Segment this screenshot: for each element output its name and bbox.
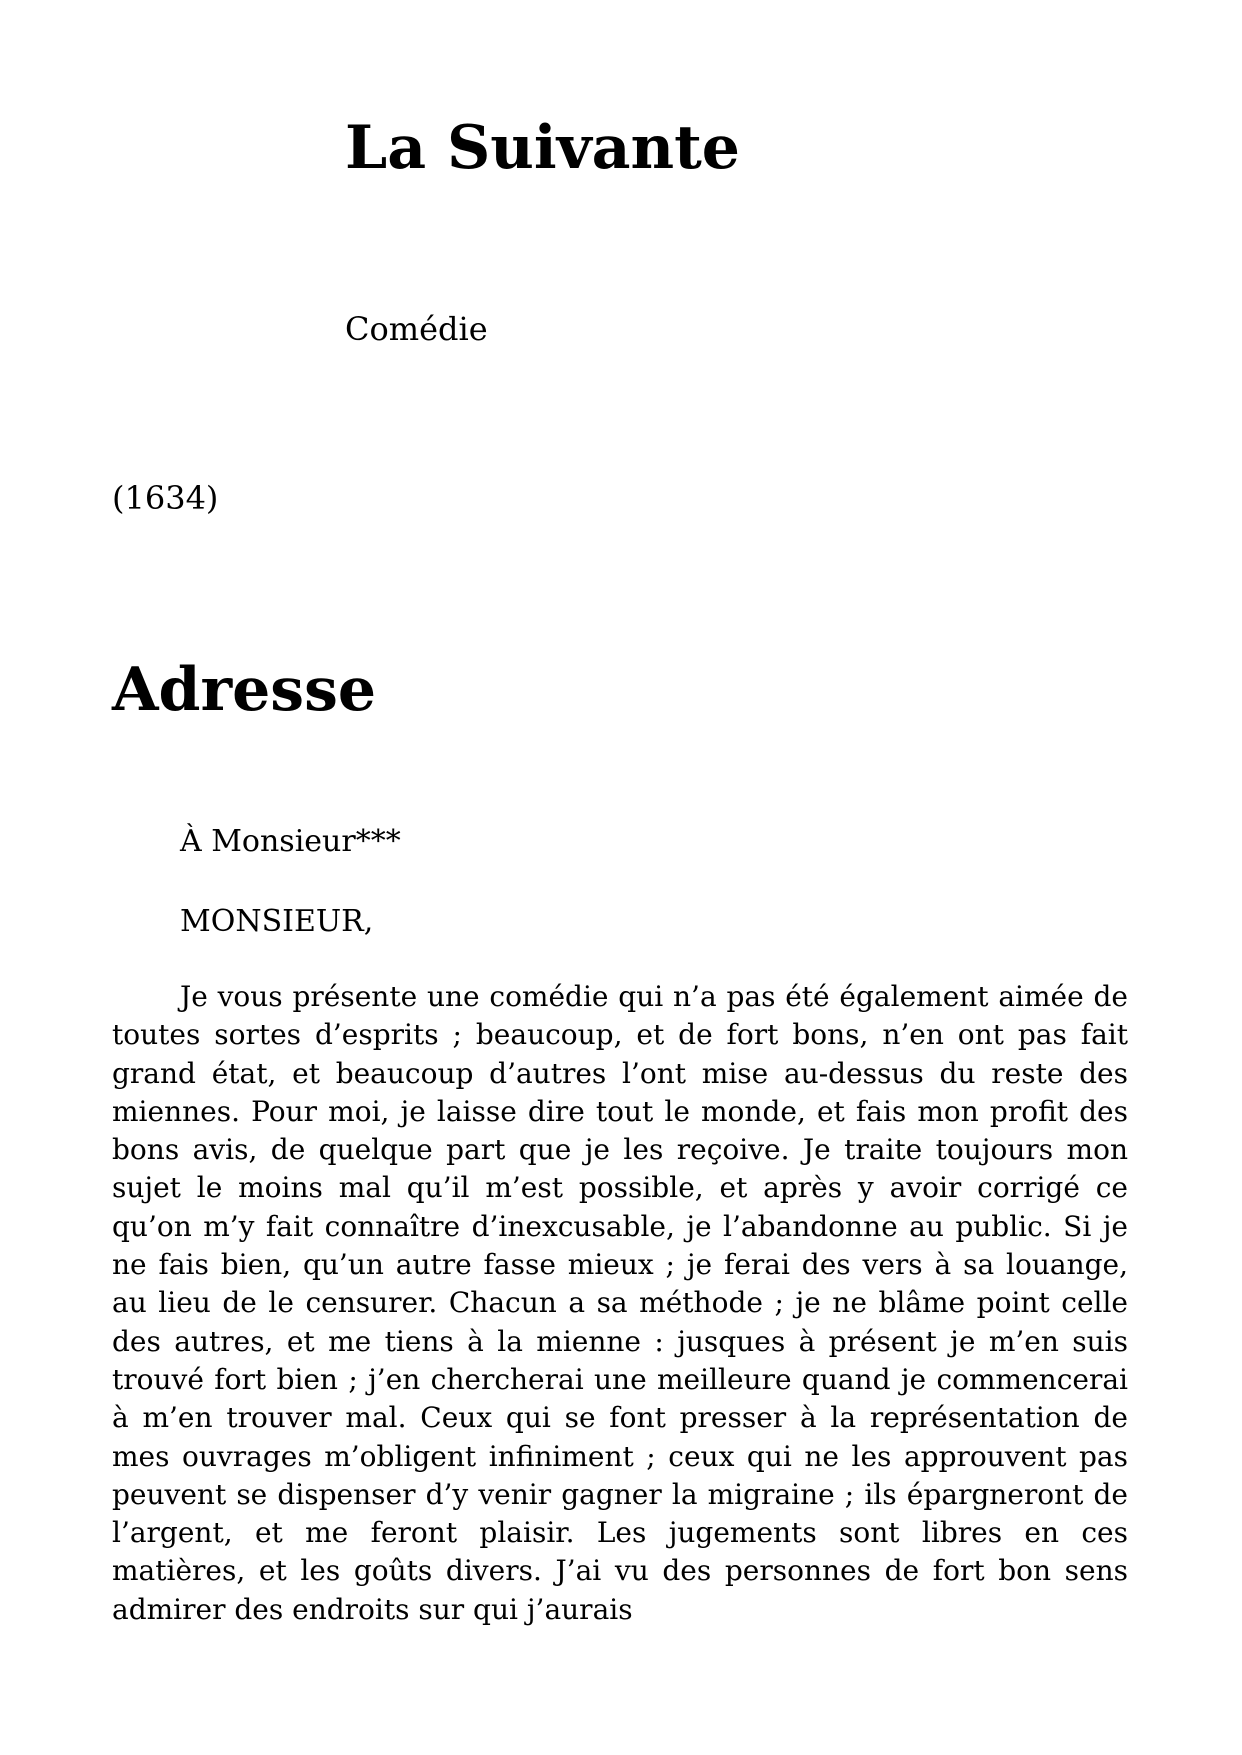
document-title: La Suivante: [345, 113, 740, 183]
letter-body-paragraph: Je vous présente une comédie qui n’a pas été également aimée de toutes sortes d’esprits ; beaucoup, et de fort bons, n’en ont pas fait grand état, et beaucoup d’autres l’ont mise au-dessus du reste des miennes. Pour moi, je laisse dire tout le monde, et fais mon profit des bons avis, de quelque part que je les reçoive. Je traite toujours mon sujet le moins mal qu’il m’est possible, et après y avoir corrigé ce qu’on m’y fait connaître d’inexcusable, je l’abandonne au public. Si je ne fais bien, qu’un autre fasse mieux ; je ferai des vers à sa louange, au lieu de le censurer. Chacun a sa méthode ; je ne blâme point celle des autres, et me tiens à la mienne : jusques à présent je m’en suis trouvé fort bien ; j’en chercherai une meilleure quand je commencerai à m’en trouver mal. Ceux qui se font presser à la représentation de mes ouvrages m’obligent infiniment ; ceux qui ne les approuvent pas peuvent se dispenser d’y venir gagner la migraine ; ils épargneront de l’argent, et me feront plaisir. Les jugements sont libres en ces matières, et les goûts divers. J’ai vu des personnes de fort bon sens admirer des endroits sur qui j’aurais: [112, 980, 1128, 1626]
letter-salutation: MONSIEUR,: [180, 904, 374, 939]
letter-addressee: À Monsieur***: [180, 824, 401, 859]
document-subtitle: Comédie: [345, 310, 488, 348]
section-heading: Adresse: [112, 655, 377, 725]
publication-year: (1634): [112, 479, 219, 517]
